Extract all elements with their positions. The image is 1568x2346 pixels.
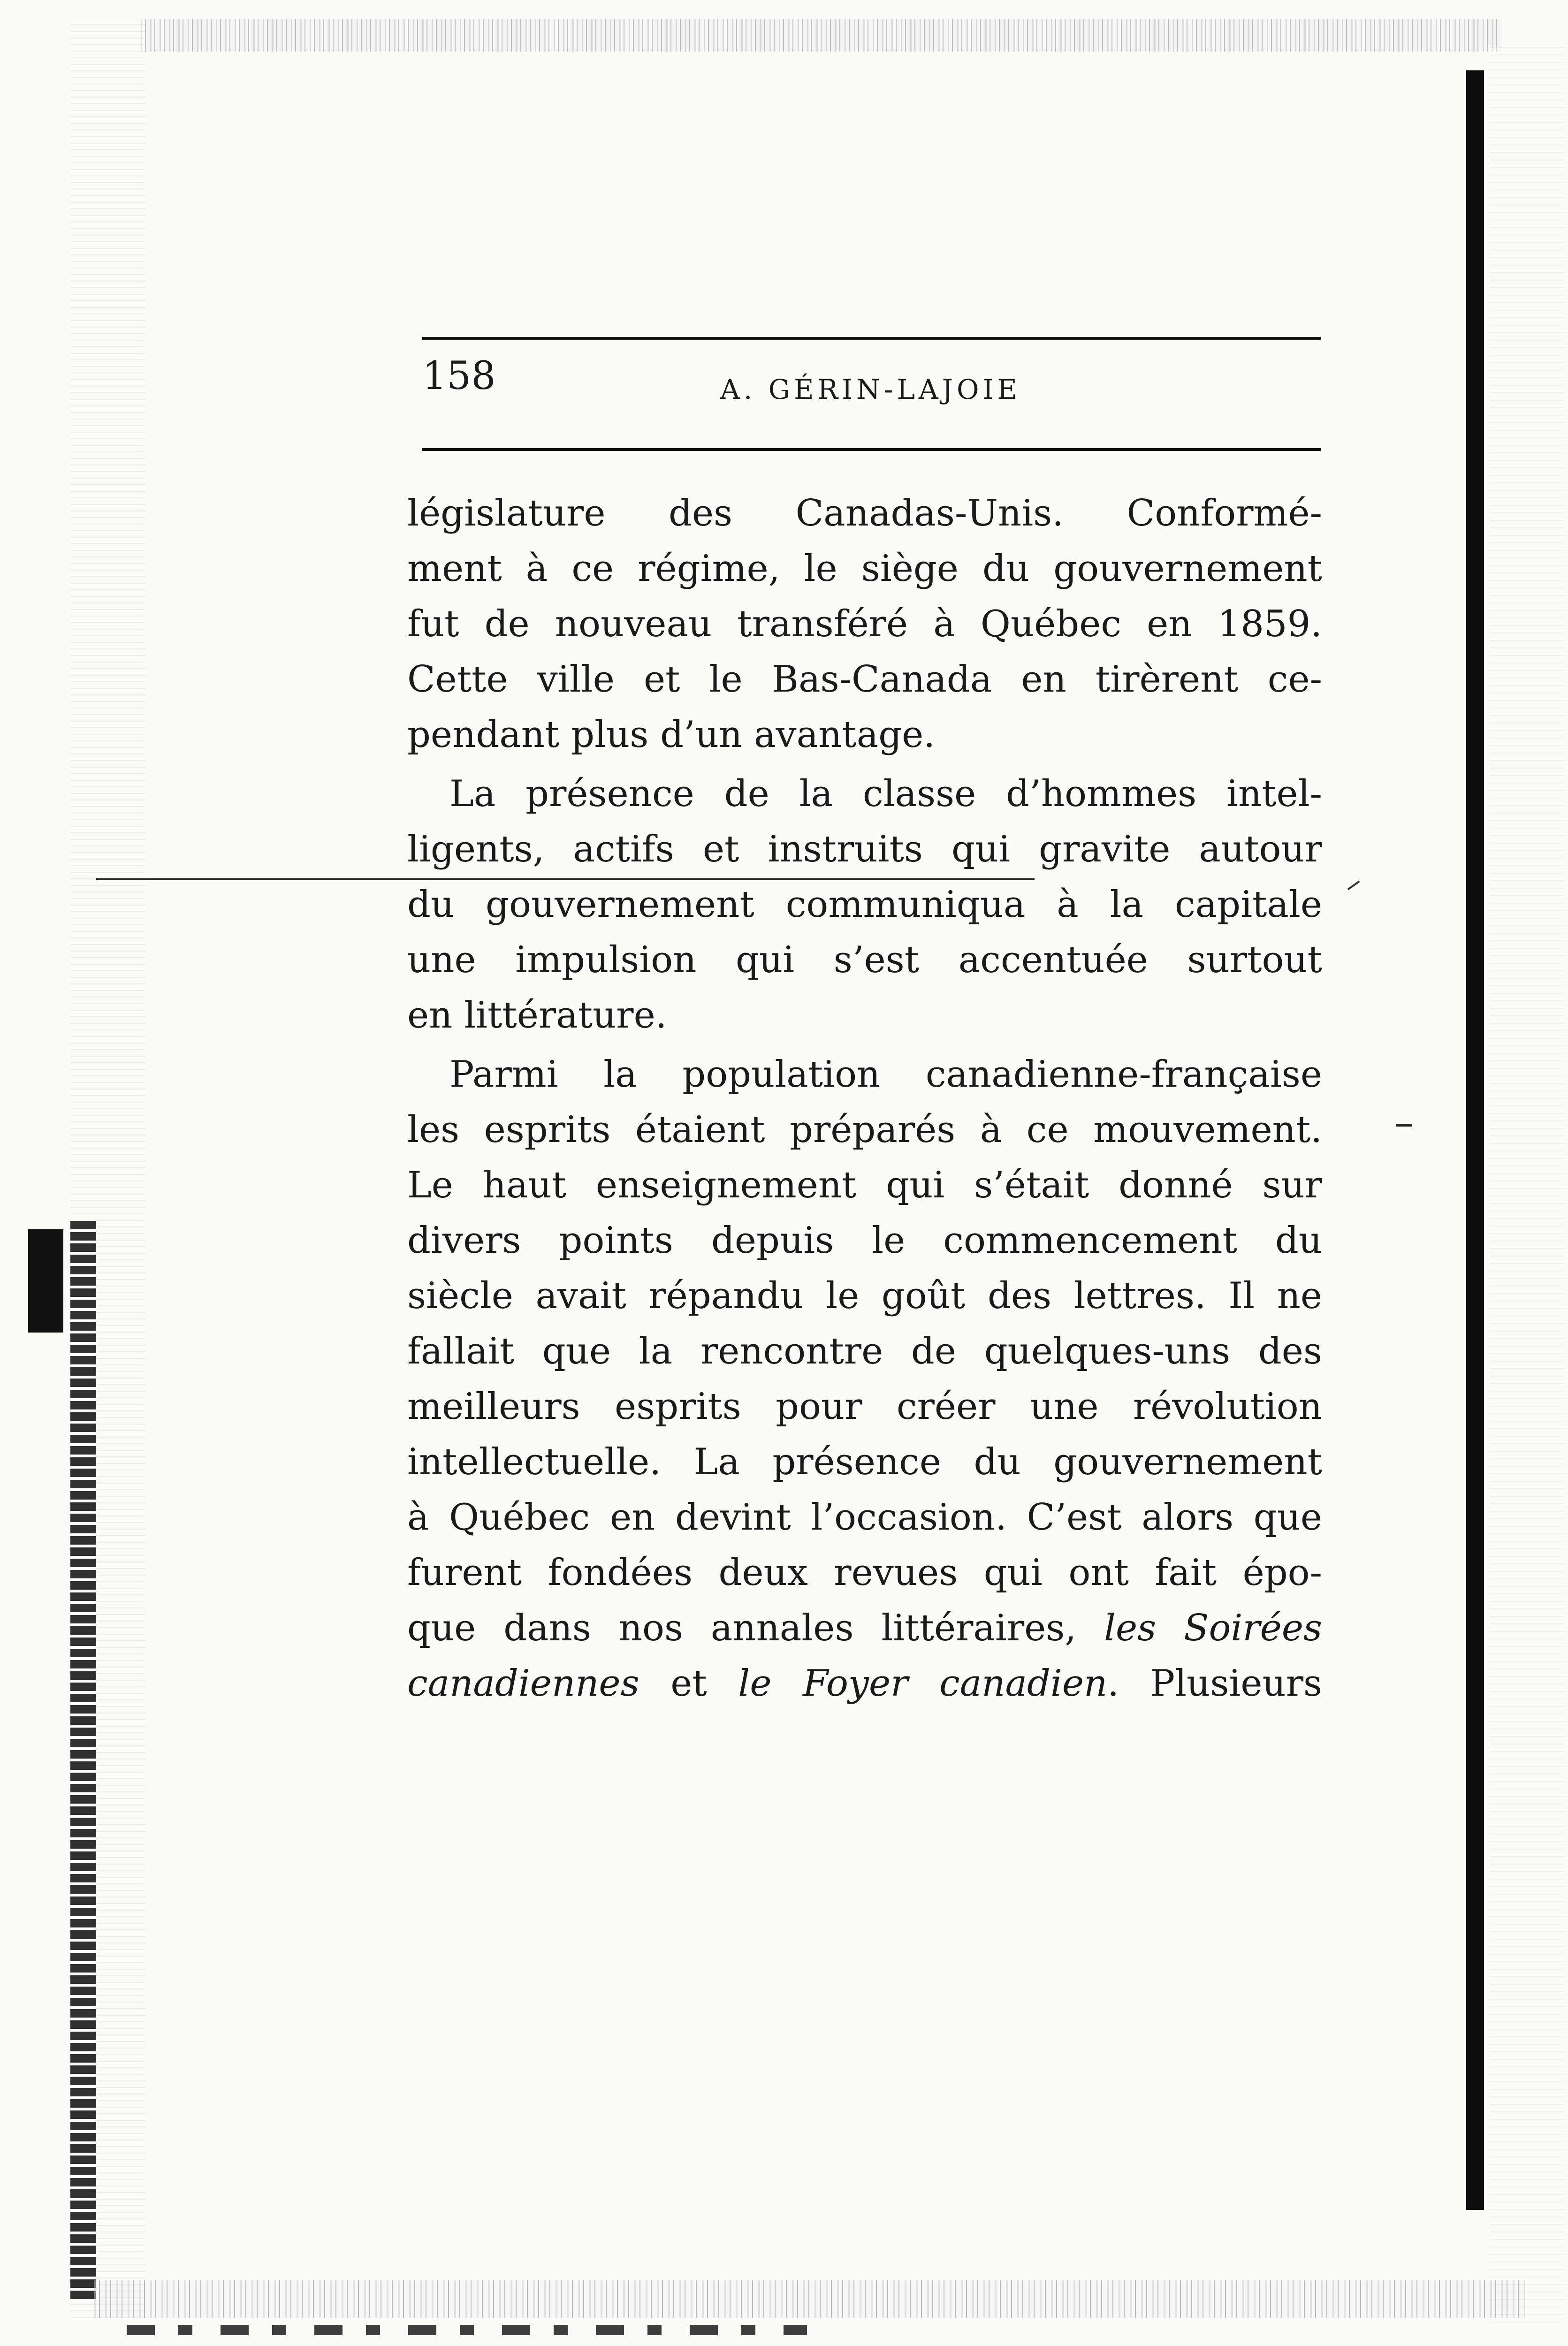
strike-through-mark [96, 878, 1035, 880]
margin-tick-mark [1347, 881, 1360, 890]
text-line [407, 1600, 1322, 1656]
text-line: législature des Canadas-Unis. Conformé- [407, 492, 1322, 534]
text-line: intellectuelle. La présence du gouvernement [407, 1441, 1322, 1483]
page-number: 158 [422, 354, 496, 398]
text-line: pendant plus d’un avantage. [407, 714, 936, 756]
text-line: les esprits étaient préparés à ce mouvement. [407, 1109, 1322, 1151]
text-run: et [639, 1662, 738, 1705]
text-line [407, 1656, 1322, 1711]
text-line: La présence de la classe d’hommes intel- [449, 773, 1322, 815]
header-rule-top [422, 337, 1321, 340]
text-line: une impulsion qui s’est accentuée surtout [407, 939, 1322, 981]
text-line: Le haut enseignement qui s’était donné sur [407, 1164, 1322, 1206]
text-line: ment à ce régime, le siège du gouvernement [407, 548, 1322, 590]
text-line: ligents, actifs et instruits qui gravite autour [407, 828, 1322, 870]
scan-noise-bottom [94, 2280, 1525, 2318]
journal-title: canadiennes [407, 1662, 639, 1705]
text-line: Cette ville et le Bas-Canada en tirèrent ce- [407, 658, 1322, 701]
scan-edge-left [70, 1220, 96, 2299]
paragraph-2 [407, 766, 1322, 1043]
text-line: meilleurs esprits pour créer une révolution [407, 1386, 1322, 1428]
scan-black-bar-left [28, 1229, 63, 1333]
text-line: furent fondées deux revues qui ont fait épo- [407, 1552, 1322, 1594]
scan-noise-top [141, 19, 1501, 52]
journal-title: le Foyer canadien [738, 1662, 1108, 1705]
text-line: siècle avait répandu le goût des lettres. Il ne [407, 1275, 1322, 1317]
text-line: à Québec en devint l’occasion. C’est alors que [407, 1496, 1322, 1539]
margin-dash-mark [1396, 1124, 1412, 1127]
text-line: du gouvernement communiqua à la capitale [407, 884, 1322, 926]
text-run: . Plusieurs [1107, 1662, 1323, 1705]
scan-noise-right [1490, 47, 1565, 2323]
scan-black-bar-right [1466, 70, 1484, 2210]
scan-marks-bottom [127, 2325, 807, 2335]
paragraph-1 [407, 486, 1322, 762]
text-run: que dans nos annales littéraires, [407, 1607, 1104, 1649]
text-line: divers points depuis le commencement du [407, 1219, 1322, 1262]
text-line: en littérature. [407, 994, 667, 1036]
paragraph-3 [407, 1047, 1322, 1711]
text-line: fallait que la rencontre de quelques-uns des [407, 1330, 1322, 1372]
journal-title: les Soirées [1104, 1607, 1323, 1649]
running-head: A. GÉRIN-LAJOIE [720, 373, 1021, 405]
header-rule-bottom [422, 448, 1321, 451]
body-text [407, 486, 1322, 1711]
text-line: Parmi la population canadienne-française [449, 1053, 1322, 1096]
text-line: fut de nouveau transféré à Québec en 1859. [407, 603, 1322, 645]
